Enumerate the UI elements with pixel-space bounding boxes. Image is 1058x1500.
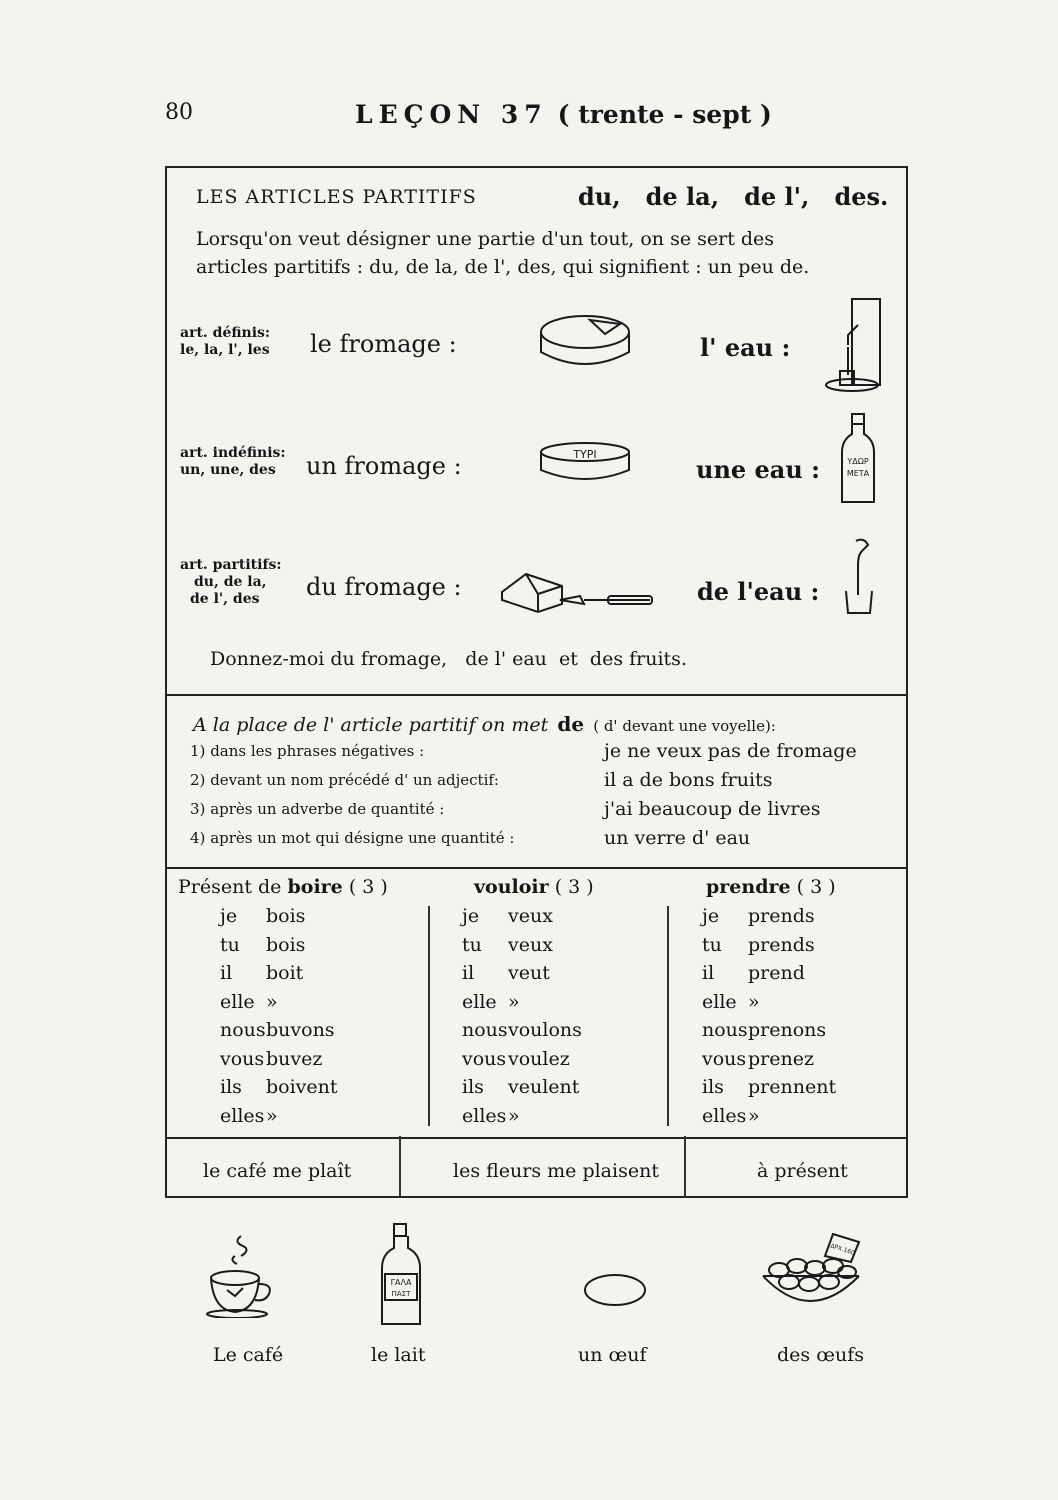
conj-row: vousprenez — [702, 1047, 814, 1070]
rule-item-4: 4) après un mot qui désigne une quantité : — [190, 829, 515, 847]
expr-divider-1 — [399, 1136, 401, 1198]
conj-row: je bois — [220, 905, 306, 927]
expression-fleurs: les fleurs me plaisent — [453, 1160, 659, 1182]
conj-row: nousvoulons — [462, 1019, 582, 1041]
coffee-cup-icon — [205, 1234, 277, 1318]
rule-item-1: 1) dans les phrases négatives : — [190, 742, 425, 760]
intro-line-1: Lorsqu'on veut désigner une partie d'un tout, on se sert des — [196, 228, 775, 250]
conj-row: elle » — [220, 990, 278, 1013]
egg-icon — [580, 1270, 650, 1310]
conj-row: il boit — [220, 962, 304, 984]
conj-row: elle » — [462, 990, 520, 1013]
example-sentence: Donnez-moi du fromage, de l' eau et des fruits. — [210, 648, 687, 670]
conj-row: il prend — [702, 962, 805, 984]
svg-text:ΓΑΛΑ: ΓΑΛΑ — [390, 1278, 412, 1287]
lesson-subtitle: ( trente - sept ) — [557, 100, 772, 129]
partitive-heading: LES ARTICLES PARTITIFS — [196, 186, 477, 208]
milk-bottle-icon — [376, 1222, 426, 1328]
boire-header: Présent de boire ( 3 ) — [178, 876, 388, 898]
conj-row: vousvoulez — [462, 1047, 570, 1070]
water-bottle-icon — [836, 412, 880, 508]
conj-row: ils prennent — [702, 1076, 837, 1098]
noun-un-fromage: un fromage : — [306, 452, 462, 480]
conj-row: elles» — [462, 1104, 520, 1127]
row-label-definis: art. définis: le, la, l', les — [180, 325, 271, 358]
water-une-eau: une eau : — [696, 455, 821, 484]
svg-text:ΜΕΤΑ: ΜΕΤΑ — [846, 469, 870, 478]
noun-du-fromage: du fromage : — [306, 573, 462, 601]
conj-row: je prends — [702, 905, 815, 927]
cheese-round-icon — [535, 440, 635, 490]
rule-example-2: il a de bons fruits — [604, 769, 773, 791]
water-fountain-icon — [822, 295, 884, 397]
row-label-partitifs: art. partitifs: du, de la, de l', des — [180, 557, 282, 607]
caption-cafe: Le café — [213, 1344, 284, 1366]
conj-row: nousprenons — [702, 1019, 827, 1041]
conj-row: elles» — [702, 1104, 760, 1127]
conj-divider-1 — [428, 906, 430, 1126]
cheese-slice-knife-icon — [500, 570, 658, 616]
expression-present: à présent — [757, 1160, 848, 1182]
row-label-indefinis: art. indéfinis: un, une, des — [180, 445, 286, 478]
divider-1 — [167, 694, 906, 696]
conj-row: vousbuvez — [220, 1047, 323, 1070]
lesson-title — [355, 100, 772, 129]
noun-le-fromage: le fromage : — [310, 330, 457, 358]
rule-example-4: un verre d' eau — [604, 827, 751, 849]
svg-text:ΥΔΩΡ: ΥΔΩΡ — [847, 457, 869, 466]
conj-row: tu bois — [220, 933, 306, 956]
boire-conjugation — [220, 902, 338, 1130]
svg-text:ΠΑΣΤ: ΠΑΣΤ — [391, 1290, 411, 1298]
rule-example-3: j'ai beaucoup de livres — [604, 798, 821, 820]
vouloir-conjugation — [462, 902, 582, 1130]
caption-oeuf: un œuf — [578, 1344, 647, 1366]
rule-item-3: 3) après un adverbe de quantité : — [190, 800, 445, 818]
conj-row: il veut — [462, 962, 550, 984]
rule-intro: A la place de l' article partitif on met de ( d' devant une voyelle): — [193, 712, 776, 736]
svg-text:TYPI: TYPI — [573, 448, 597, 461]
lesson-name: LEÇON 37 — [355, 100, 548, 129]
conj-divider-2 — [667, 906, 669, 1126]
expr-divider-2 — [684, 1136, 686, 1198]
vouloir-header: vouloir ( 3 ) — [474, 876, 594, 898]
page-number: 80 — [165, 100, 193, 125]
conj-row: nousbuvons — [220, 1019, 335, 1041]
rule-example-1: je ne veux pas de fromage — [604, 740, 857, 762]
prendre-conjugation — [702, 902, 836, 1130]
partitive-forms: du, de la, de l', des. — [578, 182, 889, 211]
rule-item-2: 2) devant un nom précédé d' un adjectif: — [190, 771, 499, 789]
divider-2 — [167, 867, 906, 869]
conj-row: elle » — [702, 990, 760, 1013]
conj-row: tu veux — [462, 933, 553, 956]
caption-lait: le lait — [371, 1344, 426, 1366]
intro-line-2: articles partitifs : du, de la, de l', des, qui signifient : un peu de. — [196, 256, 810, 278]
cheese-wheel-icon — [535, 310, 635, 376]
divider-3 — [167, 1137, 906, 1139]
conj-row: ils boivent — [220, 1076, 338, 1098]
egg-basket-icon — [755, 1230, 865, 1314]
conj-row: tu prends — [702, 933, 815, 956]
conj-row: ils veulent — [462, 1076, 580, 1098]
water-l-eau: l' eau : — [700, 333, 791, 362]
water-de-l-eau: de l'eau : — [697, 577, 820, 606]
prendre-header: prendre ( 3 ) — [706, 876, 836, 898]
caption-oeufs: des œufs — [777, 1344, 865, 1366]
conj-row: elles» — [220, 1104, 278, 1127]
water-glass-icon — [838, 535, 882, 615]
conj-row: je veux — [462, 905, 553, 927]
expression-cafe: le café me plaît — [203, 1160, 352, 1182]
svg-text:ΔΡΧ.160: ΔΡΧ.160 — [829, 1242, 856, 1257]
